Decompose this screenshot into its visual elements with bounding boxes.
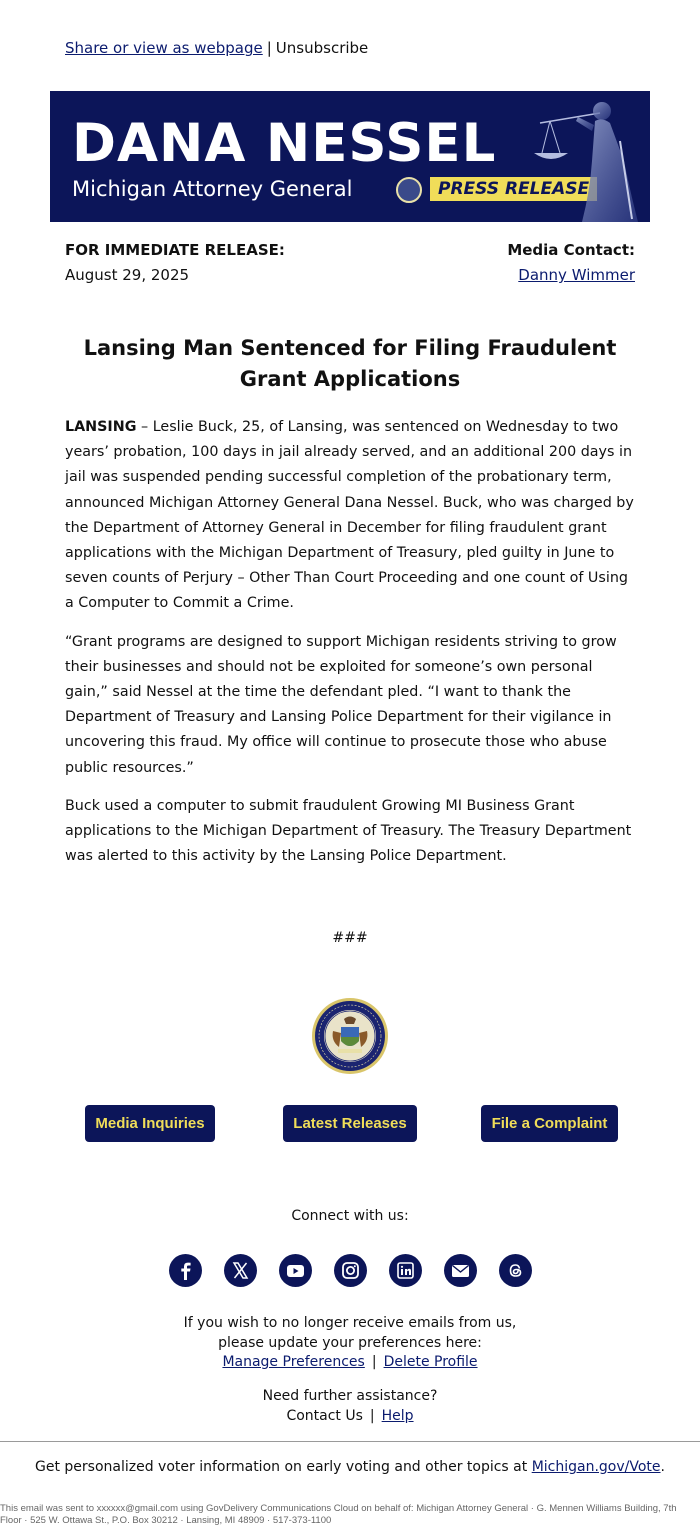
x-icon[interactable]	[224, 1254, 257, 1287]
file-complaint-button[interactable]: File a Complaint	[481, 1105, 618, 1142]
end-mark: ###	[332, 930, 368, 946]
press-release-badge: PRESS RELEASE	[430, 177, 597, 201]
voter-text: Get personalized voter information on early voting and other topics at	[35, 1459, 532, 1475]
article-body	[65, 415, 635, 882]
banner-name: DANA NESSEL	[72, 113, 497, 174]
assistance-links	[0, 1407, 700, 1427]
paragraph-3: Buck used a computer to submit fraudulent Growing MI Business Grant applications to the Michigan Department of Treasury. The Treasury Department was alerted to this activity by the Lansing Police Department.	[65, 797, 632, 865]
paragraph-1	[65, 415, 635, 617]
release-label: FOR IMMEDIATE RELEASE:	[65, 241, 285, 259]
footer-divider	[0, 1441, 700, 1442]
separator: |	[266, 39, 272, 57]
instagram-icon[interactable]	[334, 1254, 367, 1287]
manage-preferences-link[interactable]: Manage Preferences	[222, 1354, 365, 1370]
email-icon[interactable]	[444, 1254, 477, 1287]
share-webpage-link[interactable]: Share or view as webpage	[65, 39, 263, 57]
unsubscribe-link[interactable]: Unsubscribe	[275, 39, 369, 57]
separator: |	[369, 1407, 375, 1424]
fine-print: This email was sent to xxxxxx@gmail.com using GovDelivery Communications Cloud on behalf of: Michigan Attorney General · G. Mennen Williams Building, 7th Floor · 525 W. Ottawa St., P.O. Box 30212 · Lansing, MI 48909 · 517-373-1100	[0, 1503, 677, 1526]
latest-releases-button[interactable]: Latest Releases	[283, 1105, 417, 1142]
preferences-block	[0, 1314, 700, 1373]
michigan-seal-icon	[396, 177, 422, 203]
media-contact	[507, 240, 635, 284]
voter-info	[0, 1459, 700, 1475]
paragraph-1-text: – Leslie Buck, 25, of Lansing, was sentenced on Wednesday to two years’ probation, 100 days in jail already served, and an additional 200 days in jail was suspended pending successful completion of the probationary term, announced Michigan Attorney General Dana Nessel. Buck, who was charged by the Department of Attorney General in December for filing fraudulent grant applications with the Michigan Department of Treasury, pled guilty in June to seven counts of Perjury – Other Than Court Proceeding and one count of Using a Computer to Commit a Crime.	[65, 419, 634, 612]
connect-label: Connect with us:	[291, 1208, 409, 1224]
paragraph-2: “Grant programs are designed to support Michigan residents striving to grow their businesses and should not be exploited for someone’s own personal gain,” said Nessel at the time the defendant pled. “I want to thank the Department of Treasury and Lansing Police Department for their vigilance in uncovering this fraud. My office will continue to prosecute those who abuse public resources.”	[65, 633, 617, 776]
linkedin-icon[interactable]	[389, 1254, 422, 1287]
media-contact-label: Media Contact:	[507, 241, 635, 259]
preferences-line-1: If you wish to no longer receive emails from us,	[183, 1315, 517, 1331]
contact-us-link[interactable]: Contact Us	[286, 1407, 363, 1424]
assistance-block	[0, 1387, 700, 1426]
voter-link[interactable]: Michigan.gov/Vote	[531, 1459, 661, 1475]
delete-profile-link[interactable]: Delete Profile	[383, 1354, 478, 1370]
media-contact-link[interactable]: Danny Wimmer	[518, 266, 635, 284]
banner-title: Michigan Attorney General	[72, 177, 353, 201]
threads-icon[interactable]	[499, 1254, 532, 1287]
help-link[interactable]: Help	[381, 1407, 414, 1424]
social-icons-row	[169, 1254, 533, 1287]
youtube-icon[interactable]	[279, 1254, 312, 1287]
top-links	[65, 39, 368, 57]
preferences-links	[0, 1353, 700, 1373]
lady-justice-icon	[520, 91, 650, 222]
voter-end: .	[660, 1459, 665, 1475]
dateline: LANSING	[65, 419, 137, 435]
facebook-icon[interactable]	[169, 1254, 202, 1287]
separator: |	[371, 1354, 377, 1370]
release-info	[65, 240, 285, 284]
headline: Lansing Man Sentenced for Filing Fraudulent Grant Applications	[83, 336, 617, 391]
assistance-question: Need further assistance?	[262, 1388, 438, 1404]
media-inquiries-button[interactable]: Media Inquiries	[85, 1105, 215, 1142]
attorney-general-seal-icon	[311, 997, 389, 1075]
release-date: August 29, 2025	[65, 266, 190, 284]
header-banner	[50, 91, 650, 222]
preferences-line-2: please update your preferences here:	[218, 1334, 482, 1351]
